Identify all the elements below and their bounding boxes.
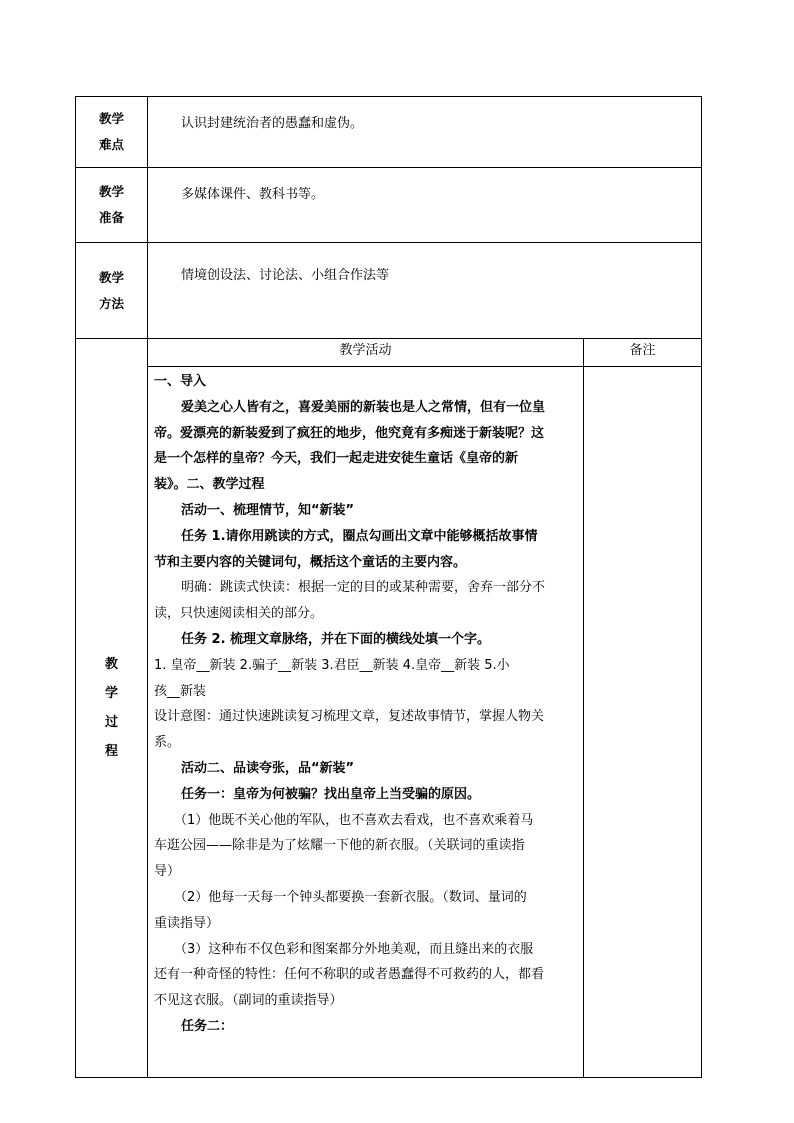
- preparation-text: 多媒体课件、教科书等。: [148, 168, 702, 243]
- paragraph-line: 是一个怎样的皇帝？今天，我们一起走进安徒生童话《皇帝的新: [154, 451, 519, 467]
- teaching-activity-content: [148, 367, 584, 1078]
- row-label: 教学 方法: [98, 269, 124, 311]
- task-line: 任务一：皇帝为何被骗？找出皇帝上当受骗的原因。: [181, 786, 481, 802]
- task-two-line: 任务 2. 梳理文章脉络，并在下面的横线处填一个字。: [181, 631, 491, 647]
- process-header-row: [76, 339, 702, 367]
- paragraph-line: 装》。二、教学过程: [154, 477, 265, 493]
- process-label: 教 学 过 程: [104, 657, 118, 759]
- design-intent-line: 设计意图：通过快速跳读复习梳理文章，复述故事情节，掌握人物关: [154, 709, 545, 725]
- label-cell-method: [76, 243, 148, 339]
- paragraph-line: 爱美之心人皆有之，喜爱美丽的新装也是人之常情，但有一位皇: [181, 399, 546, 415]
- quote-line: 导）: [154, 864, 181, 880]
- quote-line: 重读指导）: [154, 915, 220, 931]
- label-cell-preparation: [76, 168, 148, 243]
- fill-in-line: 1. 皇帝__新装 2.骗子__新装 3.君臣__新装 4.皇帝__新装 5.小: [154, 657, 510, 673]
- header-notes: 备注: [584, 339, 702, 367]
- paragraph-line: 帝。爱漂亮的新装爱到了疯狂的地步，他究竟有多痴迷于新装呢？这: [154, 425, 545, 441]
- task-one-line: 节和主要内容的关键词句，概括这个童话的主要内容。: [154, 554, 467, 570]
- quote-line: （2）他每一天每一个钟头都要换一套新衣服。（数词、量词的: [174, 889, 527, 905]
- clarification-line: 读，只快速阅读相关的部分。: [154, 606, 324, 622]
- notes-content: [584, 367, 702, 1078]
- row-teaching-difficulty: [76, 97, 702, 168]
- row-teaching-preparation: [76, 168, 702, 243]
- activity-two-heading: 活动二、品读夸张，品“新装”: [181, 760, 355, 776]
- row-label: 教学 难点: [98, 111, 124, 152]
- quote-line: （3）这种布不仅色彩和图案都分外地美观，而且缝出来的衣服: [174, 941, 534, 957]
- process-label-cell: [76, 339, 148, 1078]
- row-teaching-method: [76, 243, 702, 339]
- quote-line: 不见这衣服。（副词的重读指导）: [154, 993, 343, 1009]
- activity-one-heading: 活动一、梳理情节，知“新装”: [181, 502, 355, 518]
- fill-in-line: 孩__新装: [154, 683, 207, 699]
- row-label: 教学 准备: [98, 184, 124, 225]
- lesson-plan-table: [75, 96, 702, 1078]
- quote-line: 还有一种奇怪的特性：任何不称职的或者愚蠢得不可救药的人，都看: [154, 967, 545, 983]
- clarification-line: 明确：跳读式快读：根据一定的目的或某种需要，舍弃一部分不: [181, 580, 546, 596]
- header-teaching-activity: 教学活动: [148, 339, 584, 367]
- label-cell-difficulty: [76, 97, 148, 168]
- task-two-heading: 任务二：: [181, 1018, 234, 1034]
- difficulty-text: 认识封建统治者的愚蠢和虚伪。: [148, 97, 702, 168]
- design-intent-line: 系。: [154, 735, 181, 751]
- task-one-line: 任务 1.请你用跳读的方式，圈点勾画出文章中能够概括故事情: [181, 528, 538, 544]
- process-body-row: [76, 367, 702, 1078]
- section-intro-heading: 一、导入: [154, 374, 207, 389]
- quote-line: （1）他既不关心他的军队，也不喜欢去看戏，也不喜欢乘着马: [174, 812, 534, 828]
- quote-line: 车逛公园——除非是为了炫耀一下他的新衣服。（关联词的重读指: [154, 838, 525, 854]
- method-text: 情境创设法、讨论法、小组合作法等: [148, 243, 702, 339]
